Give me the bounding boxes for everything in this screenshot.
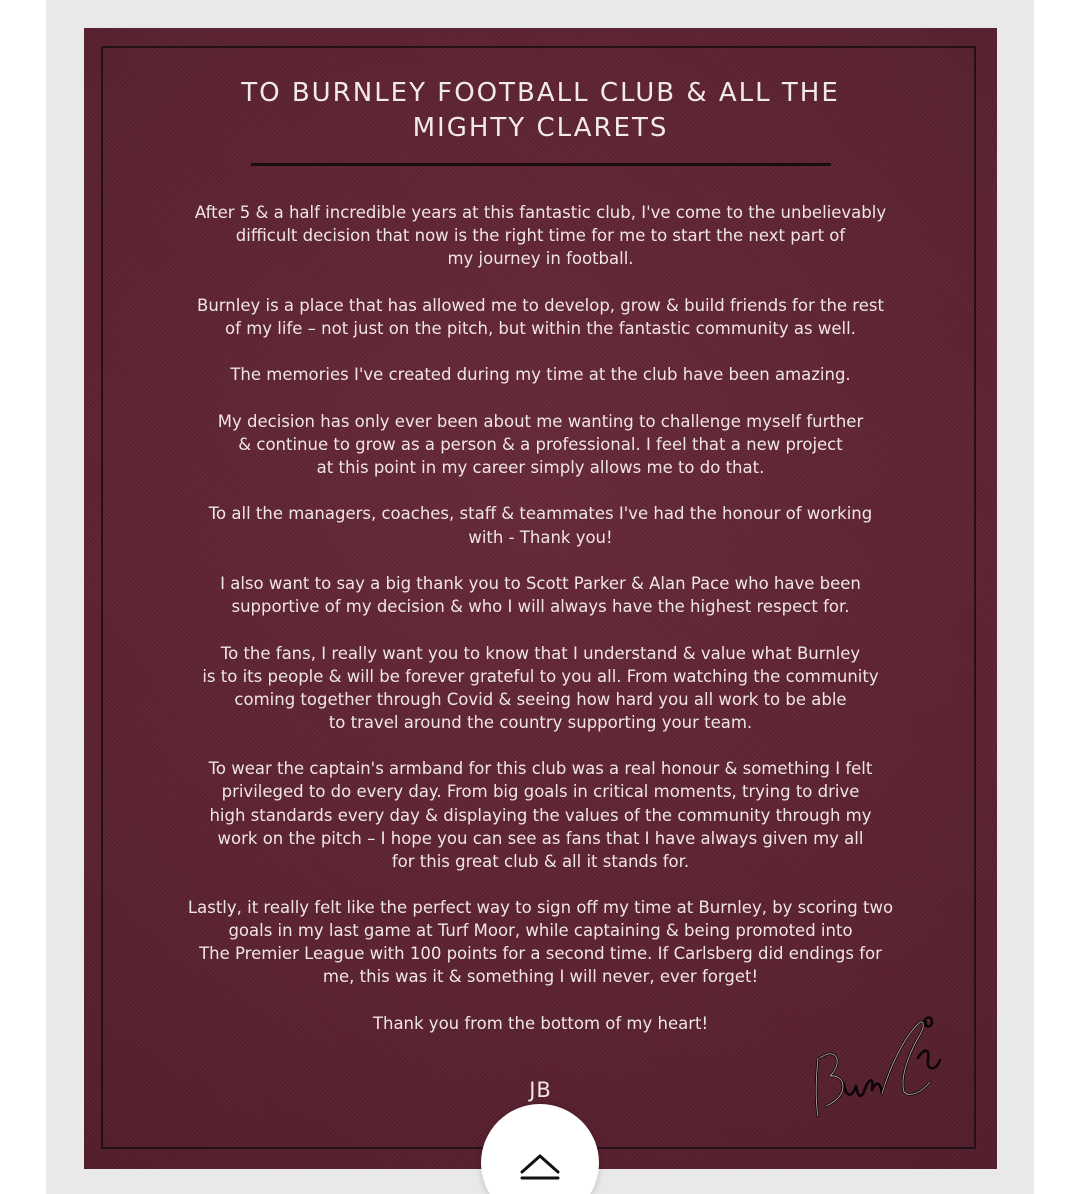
text-line: & continue to grow as a person & a professional. I feel that a new project [238, 434, 843, 454]
text-line: I also want to say a big thank you to Scott Parker & Alan Pace who have been [220, 573, 861, 593]
text-line: coming together through Covid & seeing how hard you all work to be able [234, 689, 847, 709]
heading-divider [251, 163, 831, 166]
text-line: to travel around the country supporting your team. [328, 712, 753, 732]
letter-image [84, 28, 997, 1169]
text-line: privileged to do every day. From big goals in critical moments, trying to drive [221, 782, 860, 802]
letter-initials: JB [529, 1078, 552, 1102]
text-line: for this great club & all it stands for. [391, 851, 690, 871]
text-line: Burnley is a place that has allowed me to develop, grow & build friends for the rest [197, 295, 884, 315]
text-line: Thank you from the bottom of my heart! [372, 1013, 709, 1033]
paragraph [124, 410, 957, 479]
text-line: at this point in my career simply allows me to do that. [316, 457, 765, 477]
paragraph [124, 363, 957, 386]
heading-line: MIGHTY CLARETS [412, 113, 669, 143]
paragraph [124, 201, 957, 270]
text-line: me, this was it & something I will never, ever forget! [322, 967, 759, 987]
paragraph [124, 757, 957, 872]
text-line: difficult decision that now is the right time for me to start the next part of [235, 226, 846, 246]
paragraph [124, 502, 957, 548]
text-line: is to its people & will be forever grateful to you all. From watching the community [202, 666, 879, 686]
text-line: high standards every day & displaying the values of the community through my [209, 805, 872, 825]
letter-heading [84, 76, 997, 146]
paragraph [124, 294, 957, 340]
text-line: The memories I've created during my time at the club have been amazing. [230, 365, 851, 385]
text-line: To wear the captain's armband for this club was a real honour & something I felt [208, 759, 873, 779]
text-line: work on the pitch – I hope you can see as fans that I have always given my all [217, 828, 864, 848]
text-line: After 5 & a half incredible years at this fantastic club, I've come to the unbelievably [194, 203, 887, 222]
letter-body [124, 201, 957, 1058]
paragraph [124, 642, 957, 734]
text-line: goals in my last game at Turf Moor, while captaining & being promoted into [228, 921, 853, 941]
text-line: My decision has only ever been about me wanting to challenge myself further [217, 411, 864, 431]
text-line: of my life – not just on the pitch, but within the fantastic community as well. [225, 318, 856, 338]
text-line: The Premier League with 100 points for a second time. If Carlsberg did endings for [199, 944, 882, 964]
paragraph [124, 896, 957, 988]
text-line: To the fans, I really want you to know that I understand & value what Burnley [220, 643, 861, 663]
text-line: Lastly, it really felt like the perfect way to sign off my time at Burnley, by scoring two [187, 898, 894, 918]
handwritten-signature [800, 986, 950, 1126]
chevron-up-icon [519, 1150, 561, 1180]
heading-line: TO BURNLEY FOOTBALL CLUB & ALL THE [241, 78, 840, 108]
paragraph [124, 572, 957, 618]
text-line: To all the managers, coaches, staff & teammates I've had the honour of working [208, 504, 873, 524]
text-line: supportive of my decision & who I will always have the highest respect for. [231, 597, 850, 617]
text-line: with - Thank you! [468, 527, 613, 547]
text-line: my journey in football. [447, 249, 634, 269]
